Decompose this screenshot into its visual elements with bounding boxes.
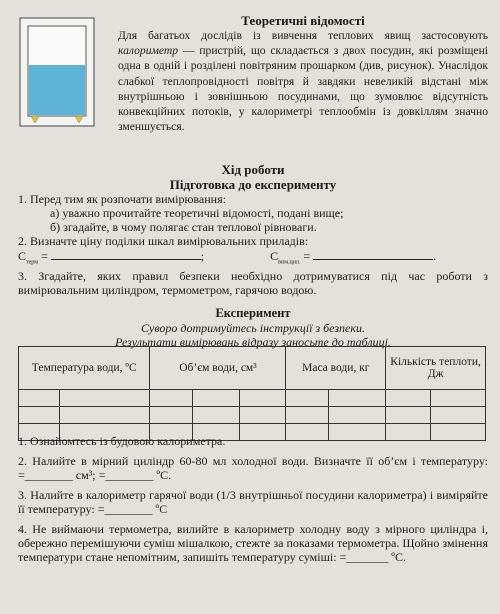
semicolon: ; (200, 249, 205, 263)
c-cyl-label: C (270, 249, 279, 263)
experiment-step-1: 1. Ознайомтесь із будовою калориметра. (18, 434, 226, 448)
c-term-sub: терм (26, 259, 39, 266)
step-2: 2. Визначте ціну поділки шкал вимірювальних приладів: (18, 234, 309, 248)
table-cell[interactable] (193, 390, 240, 407)
experiment-step-4: 4. Не виймаючи термометра, вилийте в калориметр холодну воду з мірного циліндра і, обережно перемішуючи суміш мішалкою, стежте за показами термометра. Щойно змінення температури стане непомітним, запишіть температуру суміші: =_______ ºС. (18, 522, 488, 564)
scale-division-fields (18, 248, 488, 269)
table-cell[interactable] (386, 390, 431, 407)
equals-sign: = (300, 249, 314, 263)
header-mass: Маса води, кг (286, 347, 386, 390)
c-term-label: C (18, 249, 27, 263)
table-header-row (19, 347, 486, 390)
table-cell[interactable] (240, 390, 286, 407)
c-cyl-sub: вим.цил. (278, 259, 301, 266)
table-cell[interactable] (386, 407, 431, 424)
theory-text-start: Для багатьох дослідів із вивчення теплових явищ застосовують (118, 29, 488, 42)
table-cell[interactable] (150, 390, 193, 407)
experiment-step-3: 3. Налийте в калориметр гарячої води (1/3 внутрішньої посудини калориметра) і виміряйте її температуру: =________ ºС (18, 488, 488, 516)
theory-title: Теоретичні відомості (241, 13, 365, 28)
procedure-section (18, 162, 488, 297)
table-cell[interactable] (60, 390, 150, 407)
table-cell[interactable] (286, 407, 329, 424)
table-cell[interactable] (19, 407, 60, 424)
table-cell[interactable] (193, 407, 240, 424)
step-1b: б) згадайте, в чому полягає стан теплової рівноваги. (50, 220, 317, 234)
step-1a: а) уважно прочитайте теоретичні відомості, подані вище; (50, 206, 344, 220)
table-cell[interactable] (431, 407, 486, 424)
results-table (18, 346, 486, 441)
table-cell[interactable] (150, 407, 193, 424)
experiment-steps (18, 434, 488, 570)
experiment-step-2: 2. Налийте в мірний циліндр 60-80 мл холодної води. Визначте її об’єм і температуру: =________ см³; =________ ºС. (18, 454, 488, 482)
table-cell[interactable] (240, 407, 286, 424)
step-3: 3. Згадайте, яких правил безпеки необхідно дотримуватися під час роботи з вимірювальним циліндром, термометром, гарячою водою. (18, 269, 488, 298)
table-cell[interactable] (329, 407, 386, 424)
table-cell[interactable] (431, 390, 486, 407)
experiment-section (18, 306, 488, 349)
table-cell[interactable] (286, 390, 329, 407)
calorimeter-illustration (17, 10, 97, 130)
safety-note: Суворо дотримуйтесь інструкції з безпеки. (141, 321, 365, 335)
experiment-title: Експеримент (215, 306, 291, 320)
table-cell[interactable] (60, 407, 150, 424)
procedure-title: Хід роботи (221, 162, 285, 177)
table-cell[interactable] (19, 390, 60, 407)
c-term-field[interactable] (51, 248, 201, 260)
record-note: Результати вимірювань відразу заносьте до таблиці. (115, 335, 391, 349)
step-1: 1. Перед тим як розпочати вимірювання: (18, 192, 226, 206)
header-volume: Об’єм води, см³ (150, 347, 286, 390)
table-row (19, 390, 486, 407)
calorimeter-term: калориметр (118, 44, 179, 58)
equals-sign: = (38, 249, 51, 263)
theory-text (118, 28, 488, 134)
header-heat: Кількість теплоти, Дж (386, 347, 486, 390)
table-row (19, 407, 486, 424)
theory-text-rest: — пристрій, що складається з двох посудин, які розміщені одна в одній і розділені повітряним прошарком (див, рисунок). Унаслідок слабкої теплопровідності повітря й завдяки невеликій відстані між внутрішньою і зовнішньою посудинами, що зумовлює відсутність конвекційних потоків, у калориметрі теплообмін із довкіллям значно зменшується. (118, 44, 488, 134)
table-cell[interactable] (329, 390, 386, 407)
c-cyl-field[interactable] (313, 248, 433, 260)
water-fill (29, 65, 85, 115)
procedure-subtitle: Підготовка до експерименту (169, 177, 337, 192)
period: . (433, 249, 437, 263)
header-temperature: Температура води, ºС (19, 347, 150, 390)
